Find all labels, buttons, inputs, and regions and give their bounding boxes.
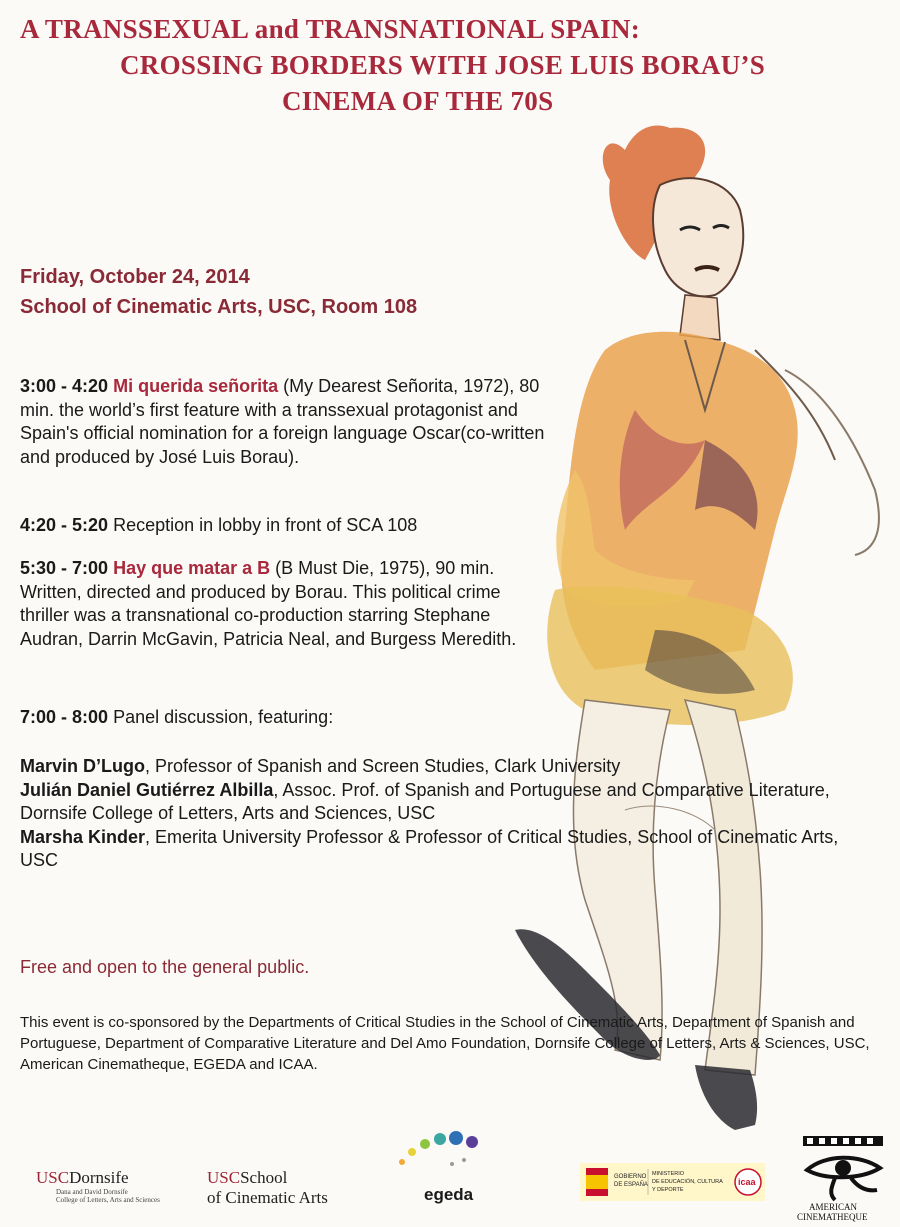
usc-dornsife-logo [36, 1168, 186, 1204]
ministry-line-3: Y DEPORTE [652, 1187, 684, 1193]
title-line-3: CINEMA OF THE 70S [282, 86, 554, 116]
event-venue: School of Cinematic Arts, USC, Room 108 [20, 296, 418, 318]
sca-line-1: School [240, 1168, 288, 1187]
gov-line-2: DE ESPAÑA [614, 1182, 648, 1188]
gov-line-1: GOBIERNO [614, 1174, 647, 1180]
panelist [20, 755, 880, 779]
schedule-item [20, 557, 545, 651]
amcin-line-1: AMERICAN [809, 1202, 858, 1212]
dornsife-subtitle-1: Dana and David Dornsife [56, 1188, 128, 1196]
schedule-item [20, 375, 545, 469]
panelist [20, 826, 880, 873]
schedule-item [20, 514, 545, 538]
american-cinematheque-logo [795, 1132, 890, 1222]
usc-sca-logo [207, 1168, 357, 1208]
schedule-description: (B Must Die, 1975), 90 min. Written, directed and produced by Borau. This political crime thriller was a transnational co-production starring Stephane Audran, Darrin McGavin, Patricia Neal, and Burgess Meredith. [20, 558, 517, 649]
schedule-description: Panel discussion, featuring: [108, 707, 334, 727]
usc-wordmark: USC [36, 1168, 70, 1187]
ministry-line-1: MINISTERIO [652, 1171, 685, 1177]
panelist-name: Marsha Kinder [20, 826, 146, 847]
panelist-list [20, 755, 880, 873]
egeda-logo [390, 1130, 520, 1205]
panelist-name: Marvin D’Lugo [20, 756, 145, 776]
schedule-time: 4:20 - 5:20 [20, 515, 109, 535]
title-line-1: A TRANSSEXUAL and TRANSNATIONAL SPAIN: [20, 14, 641, 44]
schedule-time: 5:30 - 7:00 [20, 558, 109, 578]
schedule-film-title: Mi querida señorita [113, 376, 279, 396]
panelist-name: Julián Daniel Gutiérrez Albilla [20, 779, 274, 800]
dornsife-subtitle-2: College of Letters, Arts and Sciences [56, 1196, 160, 1204]
panelist-role: , Professor of Spanish and Screen Studies, Clark University [145, 756, 621, 776]
schedule-description: (My Dearest Señorita, 1972), 80 min. the world’s first feature with a transsexual protagonist and Spain's official nomination for a foreign language Oscar(co-written and produced by José Luis Borau). [20, 376, 545, 467]
schedule-description: Reception in lobby in front of SCA 108 [108, 515, 418, 535]
event-date: Friday, October 24, 2014 [20, 266, 250, 288]
schedule-film-title: Hay que matar a B [113, 558, 271, 578]
usc-wordmark: USC [207, 1168, 241, 1187]
egeda-wordmark: egeda [424, 1185, 474, 1204]
panelist [20, 779, 880, 826]
ministry-line-2: DE EDUCACIÓN, CULTURA [652, 1179, 723, 1185]
panelist-role: , Emerita University Professor & Professor of Critical Studies, School of Cinematic Arts, USC [20, 826, 839, 870]
icaa-wordmark: icaa [738, 1177, 756, 1187]
free-admission-note: Free and open to the general public. [20, 957, 310, 977]
sponsors-note: This event is co-sponsored by the Departments of Critical Studies in the School of Cinematic Arts, Department of Spanish and Portuguese, Department of Comparative Literature and Del Amo Foundation, Dornsife College of Letters, Arts & Sciences, USC, American Cinematheque, EGEDA and ICAA. [20, 1014, 870, 1073]
sca-line-2: of Cinematic Arts [207, 1188, 328, 1207]
schedule-item [20, 706, 545, 730]
panelist-role: , Assoc. Prof. of Spanish and Portuguese and Comparative Literature, Dornsife College of Letters, Arts and Sciences, USC [20, 779, 830, 823]
spain-ministry-logo [580, 1163, 765, 1201]
schedule-time: 7:00 - 8:00 [20, 707, 109, 727]
title-line-2: CROSSING BORDERS WITH JOSE LUIS BORAU’S [120, 50, 766, 80]
amcin-line-2: CINEMATHEQUE [797, 1212, 868, 1222]
dornsife-wordmark: Dornsife [69, 1168, 129, 1187]
schedule-time: 3:00 - 4:20 [20, 376, 109, 396]
